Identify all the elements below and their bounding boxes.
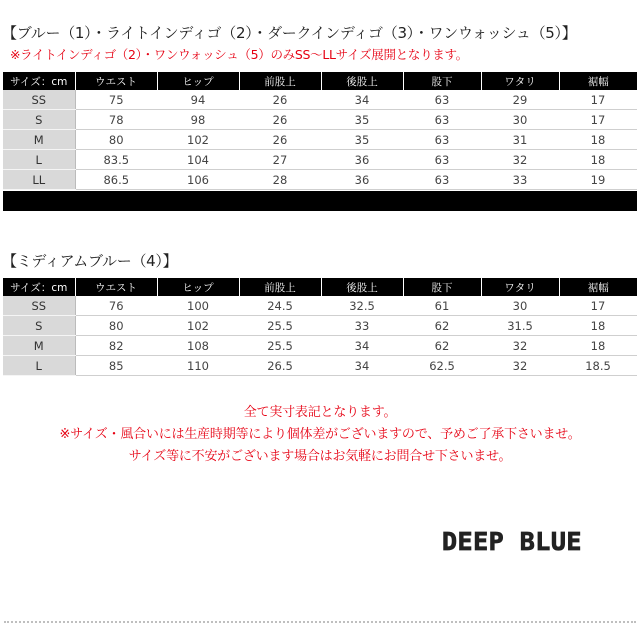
inseam-cell: 62 <box>403 336 481 356</box>
inseam-cell: 62 <box>403 316 481 336</box>
front-rise-cell: 26 <box>239 130 321 150</box>
front-rise-cell: 24.5 <box>239 296 321 316</box>
header-back-rise: 後股上 <box>321 72 403 90</box>
header-back-rise: 後股上 <box>321 278 403 296</box>
header-hem-width: 裾幅 <box>559 278 637 296</box>
inseam-cell: 61 <box>403 296 481 316</box>
back-rise-cell: 34 <box>321 90 403 110</box>
dotted-divider <box>4 621 636 623</box>
table-row <box>3 130 637 150</box>
inseam-cell: 63 <box>403 130 481 150</box>
header-size: サイズ：cm <box>3 72 75 90</box>
table-row <box>3 170 637 190</box>
size-cell: S <box>3 316 75 336</box>
deep-blue-logo <box>440 524 630 558</box>
header-size: サイズ：cm <box>3 278 75 296</box>
header-inseam: 股下 <box>403 278 481 296</box>
hip-cell: 94 <box>157 90 239 110</box>
hip-cell: 98 <box>157 110 239 130</box>
size-cell: LL <box>3 170 75 190</box>
back-rise-cell: 35 <box>321 130 403 150</box>
inseam-cell: 63 <box>403 170 481 190</box>
size-cell: M <box>3 336 75 356</box>
size-cell: S <box>3 110 75 130</box>
table-row <box>3 336 637 356</box>
header-thigh: ワタリ <box>481 278 559 296</box>
size-cell: L <box>3 356 75 376</box>
table-row <box>3 316 637 336</box>
logo-text: DEEP BLUE <box>442 527 582 556</box>
back-rise-cell: 36 <box>321 170 403 190</box>
back-rise-cell: 32.5 <box>321 296 403 316</box>
header-hip: ヒップ <box>157 72 239 90</box>
size-availability-note: ※ライトインディゴ（2）・ワンウォッシュ（5）のみSS〜LLサイズ展開となります。 <box>10 47 468 62</box>
back-rise-cell: 35 <box>321 110 403 130</box>
header-front-rise: 前股上 <box>239 72 321 90</box>
waist-cell: 85 <box>75 356 157 376</box>
hip-cell: 102 <box>157 130 239 150</box>
hem-width-cell: 17 <box>559 296 637 316</box>
individual-difference-note: ※サイズ・風合いには生産時期等により個体差がございますので、予めご了承下さいませ。 <box>59 427 581 442</box>
thigh-cell: 32 <box>481 356 559 376</box>
hip-cell: 106 <box>157 170 239 190</box>
back-rise-cell: 34 <box>321 356 403 376</box>
table-row <box>3 110 637 130</box>
size-cell: M <box>3 130 75 150</box>
hem-width-cell: 18 <box>559 130 637 150</box>
hem-width-cell: 18 <box>559 336 637 356</box>
size-cell: SS <box>3 90 75 110</box>
hem-width-cell: 18 <box>559 316 637 336</box>
front-rise-cell: 26.5 <box>239 356 321 376</box>
thigh-cell: 31.5 <box>481 316 559 336</box>
thigh-cell: 32 <box>481 336 559 356</box>
header-inseam: 股下 <box>403 72 481 90</box>
inseam-cell: 63 <box>403 110 481 130</box>
inseam-cell: 62.5 <box>403 356 481 376</box>
front-rise-cell: 26 <box>239 90 321 110</box>
back-rise-cell: 36 <box>321 150 403 170</box>
table-header-row <box>3 72 637 90</box>
size-table-2 <box>3 278 637 376</box>
thigh-cell: 29 <box>481 90 559 110</box>
front-rise-cell: 26 <box>239 110 321 130</box>
waist-cell: 80 <box>75 130 157 150</box>
thigh-cell: 30 <box>481 110 559 130</box>
actual-size-note: 全て実寸表記となります。 <box>243 405 397 420</box>
waist-cell: 82 <box>75 336 157 356</box>
inseam-cell: 63 <box>403 150 481 170</box>
table-header-row <box>3 278 637 296</box>
header-waist: ウエスト <box>75 72 157 90</box>
hem-width-cell: 17 <box>559 110 637 130</box>
table-row <box>3 356 637 376</box>
hip-cell: 102 <box>157 316 239 336</box>
hem-width-cell: 19 <box>559 170 637 190</box>
hip-cell: 104 <box>157 150 239 170</box>
table-row <box>3 296 637 316</box>
hip-cell: 108 <box>157 336 239 356</box>
header-waist: ウエスト <box>75 278 157 296</box>
size-cell: SS <box>3 296 75 316</box>
thigh-cell: 31 <box>481 130 559 150</box>
thigh-cell: 30 <box>481 296 559 316</box>
header-hem-width: 裾幅 <box>559 72 637 90</box>
front-rise-cell: 25.5 <box>239 336 321 356</box>
hem-width-cell: 18 <box>559 150 637 170</box>
thigh-cell: 32 <box>481 150 559 170</box>
inseam-cell: 63 <box>403 90 481 110</box>
header-thigh: ワタリ <box>481 72 559 90</box>
hem-width-cell: 18.5 <box>559 356 637 376</box>
waist-cell: 78 <box>75 110 157 130</box>
measurement-notes <box>0 402 640 468</box>
back-rise-cell: 34 <box>321 336 403 356</box>
front-rise-cell: 27 <box>239 150 321 170</box>
back-rise-cell: 33 <box>321 316 403 336</box>
table-footer-bar <box>3 191 637 211</box>
front-rise-cell: 28 <box>239 170 321 190</box>
header-hip: ヒップ <box>157 278 239 296</box>
waist-cell: 75 <box>75 90 157 110</box>
contact-note: サイズ等に不安がございます場合はお気軽にお問合せ下さいませ。 <box>128 449 512 464</box>
table1-heading: 【ブルー（1）・ライトインディゴ（2）・ダークインディゴ（3）・ワンウォッシュ（5）】 <box>2 24 577 42</box>
front-rise-cell: 25.5 <box>239 316 321 336</box>
table2-heading: 【ミディアムブルー（4）】 <box>2 252 178 270</box>
header-front-rise: 前股上 <box>239 278 321 296</box>
hem-width-cell: 17 <box>559 90 637 110</box>
hip-cell: 100 <box>157 296 239 316</box>
hip-cell: 110 <box>157 356 239 376</box>
waist-cell: 76 <box>75 296 157 316</box>
size-cell: L <box>3 150 75 170</box>
waist-cell: 83.5 <box>75 150 157 170</box>
table-row <box>3 150 637 170</box>
thigh-cell: 33 <box>481 170 559 190</box>
waist-cell: 86.5 <box>75 170 157 190</box>
size-table-1 <box>3 72 637 190</box>
waist-cell: 80 <box>75 316 157 336</box>
table-row <box>3 90 637 110</box>
logo-graphic <box>440 524 630 558</box>
